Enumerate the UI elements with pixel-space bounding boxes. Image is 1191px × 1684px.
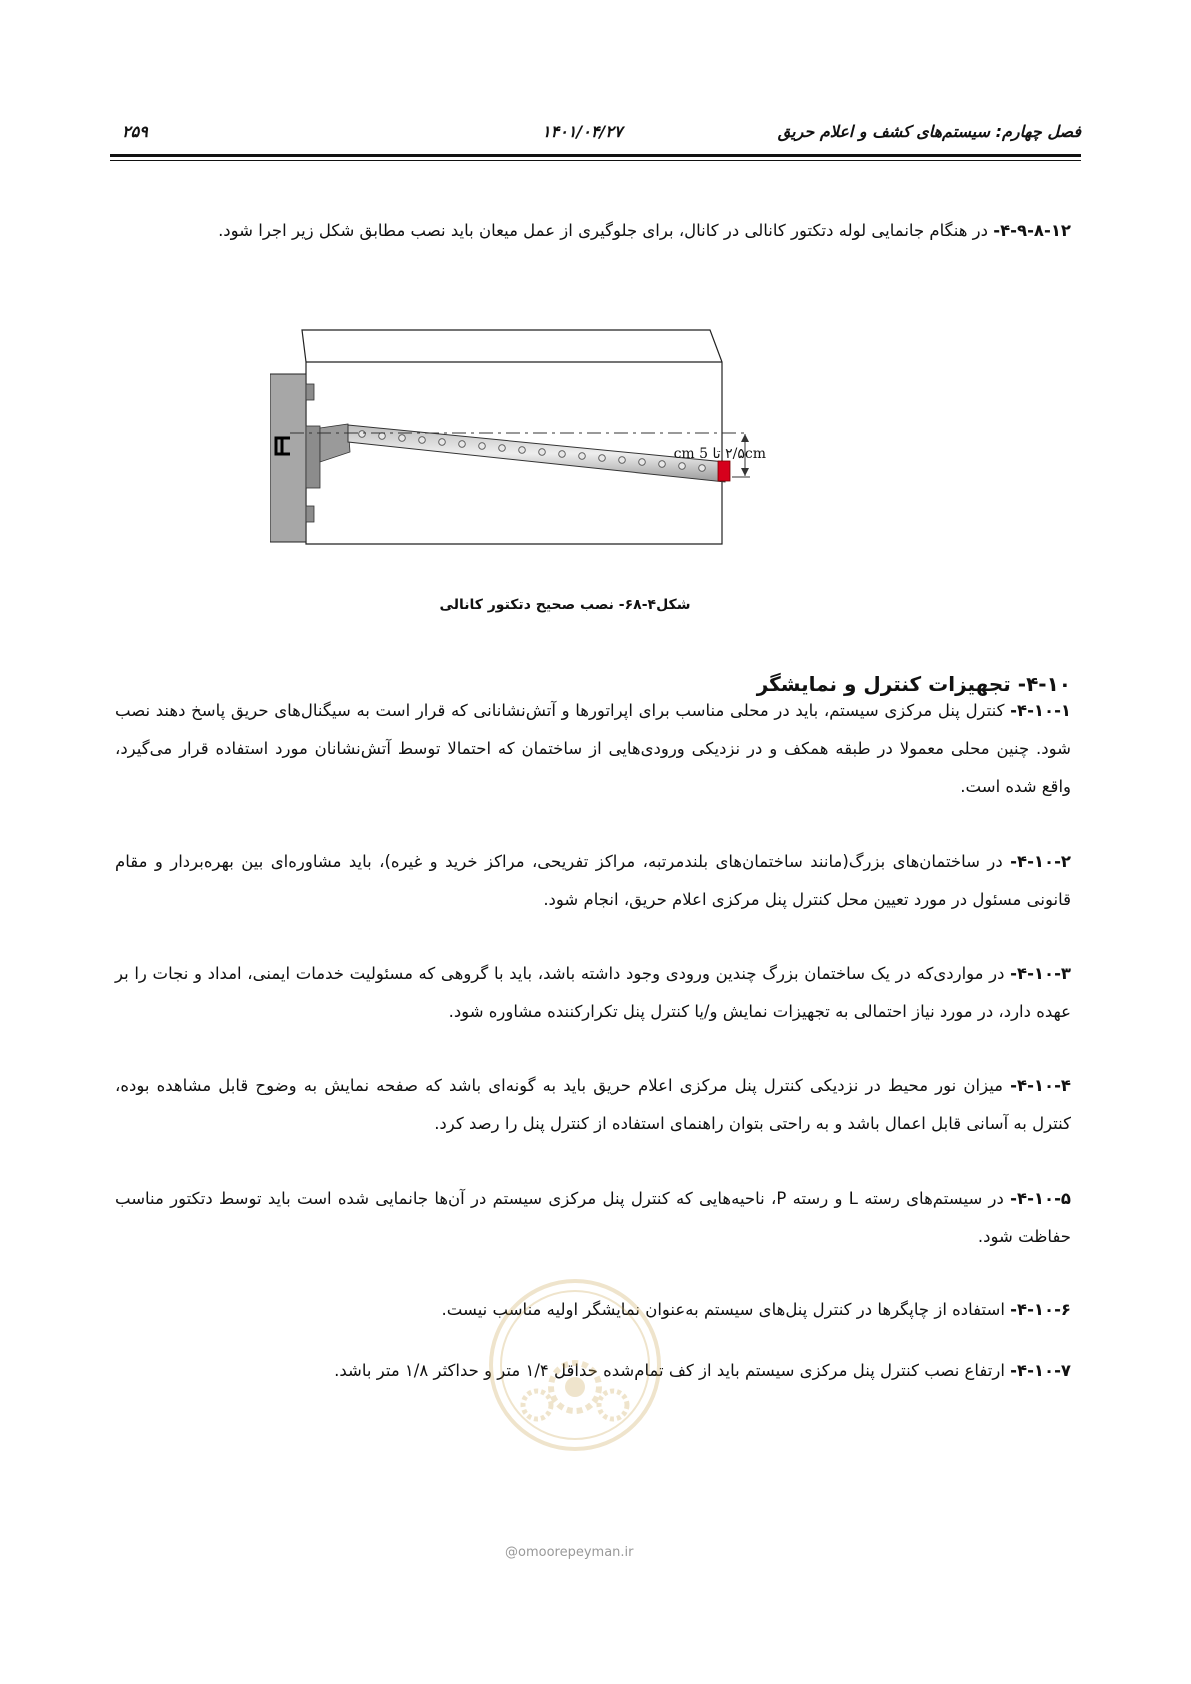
detector-housing <box>306 426 320 488</box>
page-number: ۲۵۹ <box>122 122 148 141</box>
paragraph-4-10-4 <box>115 1067 1071 1143</box>
chapter-title: فصل چهارم: سیستم‌های کشف و اعلام حریق <box>777 122 1081 141</box>
intro-text: در هنگام جانمایی لوله دتکتور کانالی در کانال، برای جلوگیری از عمل میعان باید نصب مطابق شکل زیر اجرا شود. <box>218 221 994 240</box>
paragraph-text: در مواردی‌که در یک ساختمان بزرگ چندین ورودی وجود داشته باشد، باید با گروهی که مسئولیت خدمات ایمنی، امداد و نجات را بر عهده دارد، در مورد نیاز احتمالی به تجهیزات نمایش و/یا کنترل پنل تکرارکننده مشاوره شود. <box>115 964 1071 1021</box>
paragraph-4-10-3 <box>115 955 1071 1031</box>
figure-caption: شکل۴-۶۸- نصب صحیح دتکتور کانالی <box>439 597 691 613</box>
gear-seal-icon <box>485 1275 665 1455</box>
header-date: ۱۴۰۱/۰۴/۲۷ <box>542 122 623 141</box>
header-rule-thick <box>110 154 1081 157</box>
header-rule-thin <box>110 160 1081 161</box>
paragraph-number: ۴-۱۰-۳- <box>1010 964 1071 983</box>
watermark-site: @omoorepeyman.ir <box>505 1545 634 1560</box>
paragraph-number: ۴-۱۰-۴- <box>1010 1076 1071 1095</box>
intro-number: ۴-۹-۸-۱۲- <box>993 221 1071 240</box>
paragraph-4-10-2 <box>115 843 1071 919</box>
paragraph-text: میزان نور محیط در نزدیکی کنترل پنل مرکزی اعلام حریق باید به گونه‌ای باشد که صفحه نمایش به وضوح قابل مشاهده بوده، کنترل به آسانی قابل اعمال باشد و به راحتی بتوان راهنمای استفاده از کنترل پنل را رصد کرد. <box>115 1076 1071 1133</box>
paragraph-number: ۴-۱۰-۱- <box>1010 701 1071 720</box>
paragraph-text: کنترل پنل مرکزی سیستم، باید در محلی مناسب برای اپراتورها و آتش‌نشانانی که قرار است به سیگنال‌های حریق پاسخ دهند نصب شود. چنین محلی معمولا در طبقه همکف و در نزدیکی ورودی‌هایی از ساختمان که احتمالا توسط آتش‌نشانان مورد استفاده قرار می‌گیرد، واقع شده است. <box>115 701 1071 796</box>
paragraph-number: ۴-۱۰-۲- <box>1010 852 1071 871</box>
header-bar <box>110 122 1081 146</box>
mount-bolt-top <box>306 384 314 400</box>
paragraph-4-10-1 <box>115 692 1071 806</box>
paragraph-number: ۴-۱۰-۵- <box>1010 1189 1071 1208</box>
dimension-label: ۲/۵cm تا 5 cm <box>673 446 766 462</box>
paragraph-text: استفاده از چاپگرها در کنترل پنل‌های سیستم به‌عنوان نمایشگر اولیه مناسب نیست. <box>441 1300 1011 1319</box>
watermark-seal <box>485 1275 665 1459</box>
mount-bolt-bottom <box>306 506 314 522</box>
duct-detector-figure <box>270 322 890 576</box>
duct-detector-diagram <box>270 322 890 572</box>
section-heading: ۴-۱۰- تجهیزات کنترل و نمایشگر <box>756 672 1071 696</box>
paragraph-number: ۴-۱۰-۷- <box>1010 1361 1071 1380</box>
intro-paragraph <box>115 212 1071 250</box>
pipe-end-cap <box>718 461 730 481</box>
paragraph-text: ارتفاع نصب کنترل پنل مرکزی سیستم باید از کف تمام‌شده حداقل ۱/۴ متر و حداکثر ۱/۸ متر باشد. <box>334 1361 1011 1380</box>
mounting-plate <box>270 374 306 542</box>
paragraph-text: در سیستم‌های رسته L و رسته P، ناحیه‌هایی که کنترل پنل مرکزی سیستم در آن‌ها جانمایی شده است باید توسط دتکتور مناسب حفاظت شود. <box>115 1189 1071 1246</box>
paragraph-text: در ساختمان‌های بزرگ(مانند ساختمان‌های بلندمرتبه، مراکز تفریحی، مراکز خرید و غیره)، باید مشاوره‌ای بین بهره‌بردار و مقام قانونی مسئول در مورد تعیین محل کنترل پنل مرکزی اعلام حریق، انجام شود. <box>115 852 1071 909</box>
paragraph-4-10-5 <box>115 1180 1071 1256</box>
paragraph-number: ۴-۱۰-۶- <box>1010 1300 1071 1319</box>
